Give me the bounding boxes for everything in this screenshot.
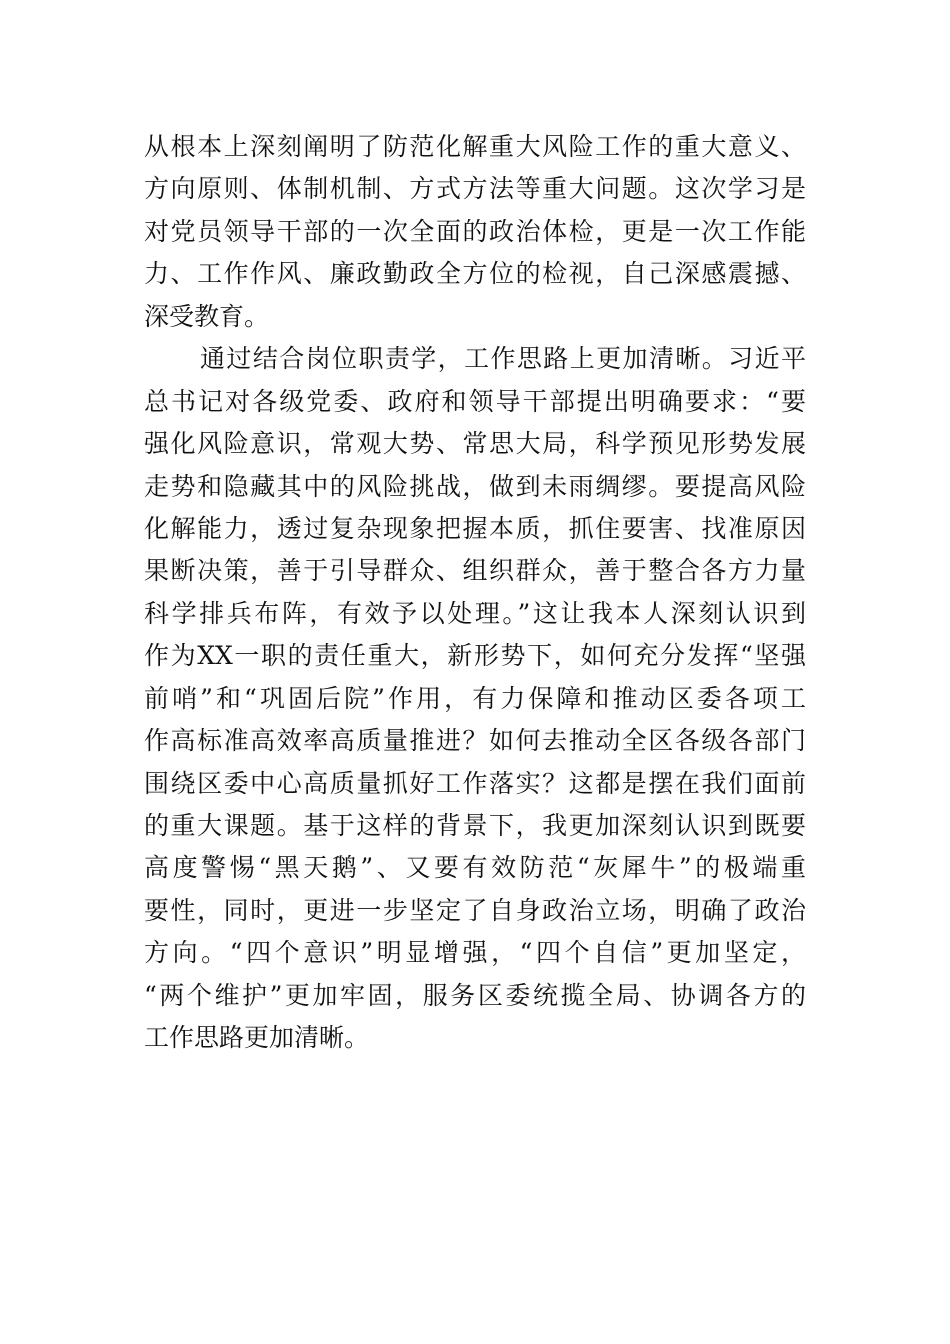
text-line: 对党员领导干部的一次全面的政治体检，更是一次工作能 [144,216,806,246]
text-line: 工作思路更加清晰。 [144,1023,370,1053]
text-line: 果断决策，善于引导群众、组织群众，善于整合各方力量 [144,556,806,586]
text-line: 前哨”和“巩固后院”作用，有力保障和推动区委各项工 [144,683,806,713]
text-line: “两个维护”更加牢固，服务区委统揽全局、协调各方的 [144,980,806,1010]
text-line: 总书记对各级党委、政府和领导干部提出明确要求：“要 [144,386,806,416]
text-line: 围绕区委中心高质量抓好工作落实？这都是摆在我们面前 [144,768,806,798]
paragraph-1 [144,126,806,338]
text-line: 力、工作作风、廉政勤政全方位的检视，自己深感震撼、 [144,259,806,289]
text-line: 化解能力，透过复杂现象把握本质，抓住要害、找准原因 [144,513,806,543]
text-line: 要性，同时，更进一步坚定了自身政治立场，明确了政治 [144,895,806,925]
text-line: 方向原则、体制机制、方式方法等重大问题。这次学习是 [144,174,806,204]
text-line: 高度警惕“黑天鹅”、又要有效防范“灰犀牛”的极端重 [144,853,806,883]
text-line: 方向。“四个意识”明显增强，“四个自信”更加坚定， [144,938,806,968]
text-line: 从根本上深刻阐明了防范化解重大风险工作的重大意义、 [144,132,806,161]
text-line: 科学排兵布阵，有效予以处理。”这让我本人深刻认识到 [144,598,806,628]
text-line: 作为XX一职的责任重大，新形势下，如何充分发挥“坚强 [144,641,806,671]
text-line: 深受教育。 [144,301,270,331]
paragraph-2 [144,338,806,1059]
text-line: 走势和隐藏其中的风险挑战，做到未雨绸缪。要提高风险 [144,471,806,501]
body-text [144,126,806,1060]
text-line: 作高标准高效率高质量推进？如何去推动全区各级各部门 [144,726,806,756]
text-line: 通过结合岗位职责学，工作思路上更加清晰。习近平 [200,344,806,374]
text-line: 强化风险意识，常观大势、常思大局，科学预见形势发展 [144,429,806,459]
text-line: 的重大课题。基于这样的背景下，我更加深刻认识到既要 [144,811,806,840]
